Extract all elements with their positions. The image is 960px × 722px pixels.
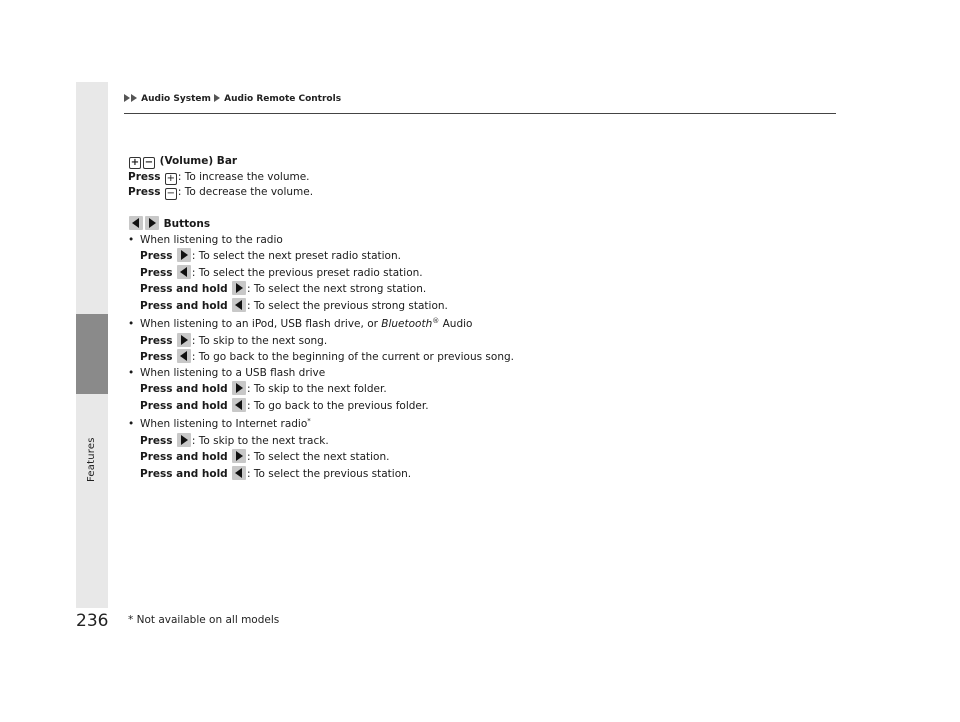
press-label: Press <box>128 186 161 198</box>
press-label: Press <box>128 170 161 183</box>
breadcrumb-arrow-icon <box>124 94 130 102</box>
page-number: 236 <box>76 611 109 631</box>
right-arrow-button-icon <box>177 433 191 447</box>
left-arrow-button-icon <box>232 298 246 312</box>
volume-plus-line <box>128 170 828 186</box>
page-content <box>128 154 828 482</box>
footnote-marker: * <box>307 417 311 425</box>
plus-key-icon: + <box>130 157 140 168</box>
internet-radio-title: • When listening to Internet radio* <box>128 414 828 433</box>
list-item: Press : To go back to the beginning of the current or previous song. <box>140 351 514 363</box>
right-arrow-button-icon <box>145 216 159 230</box>
sidebar <box>76 82 108 608</box>
list-item: Press and hold : To select the next station. <box>140 451 390 463</box>
minus-key-icon: − <box>166 188 176 199</box>
right-arrow-button-icon <box>232 281 246 295</box>
volume-heading-text: (Volume) Bar <box>159 155 238 167</box>
list-item: Press and hold : To select the previous station. <box>140 467 412 480</box>
list-item: Press : To skip to the next track. <box>140 434 329 447</box>
radio-title: • When listening to the radio <box>128 233 828 249</box>
list-item: Press and hold : To select the previous strong station. <box>140 299 448 312</box>
breadcrumb-item-audio-remote-controls[interactable]: Audio Remote Controls <box>224 94 342 104</box>
right-arrow-button-icon <box>232 449 246 463</box>
left-arrow-button-icon <box>129 216 143 230</box>
list-item: Press : To skip to the next song. <box>140 334 328 347</box>
volume-heading <box>128 154 828 170</box>
footnote: * Not available on all models <box>128 614 280 626</box>
right-arrow-button-icon <box>232 381 246 395</box>
usb-title: • When listening to a USB flash drive <box>128 366 828 382</box>
list-item: Press and hold : To select the next strong station. <box>140 283 427 295</box>
plus-key-icon: + <box>166 172 176 184</box>
breadcrumb-item-audio-system[interactable]: Audio System <box>141 94 211 104</box>
ipod-title: • When listening to an iPod, USB flash drive, or Bluetooth® Audio <box>128 314 828 333</box>
left-arrow-button-icon <box>177 349 191 363</box>
header-divider <box>124 113 836 114</box>
list-item: Press : To select the previous preset radio station. <box>140 266 423 279</box>
right-arrow-button-icon <box>177 333 191 347</box>
list-item: Press and hold : To skip to the next folder. <box>140 383 387 395</box>
breadcrumb-arrow-icon <box>131 94 137 102</box>
minus-key-icon: − <box>144 157 154 168</box>
volume-plus-description: : To increase the volume. <box>177 170 310 183</box>
sidebar-section-label: Features <box>86 437 97 482</box>
buttons-heading-text: Buttons <box>163 218 211 230</box>
volume-minus-description: : To decrease the volume. <box>177 186 314 198</box>
left-arrow-button-icon <box>177 265 191 279</box>
breadcrumb-arrow-icon <box>214 94 220 102</box>
right-arrow-button-icon <box>177 248 191 262</box>
list-item: Press : To select the next preset radio station. <box>140 250 401 262</box>
buttons-heading <box>128 216 828 233</box>
list-item: Press and hold : To go back to the previous folder. <box>140 399 429 412</box>
volume-minus-line <box>128 185 828 201</box>
breadcrumb <box>124 94 341 104</box>
left-arrow-button-icon <box>232 466 246 480</box>
left-arrow-button-icon <box>232 398 246 412</box>
